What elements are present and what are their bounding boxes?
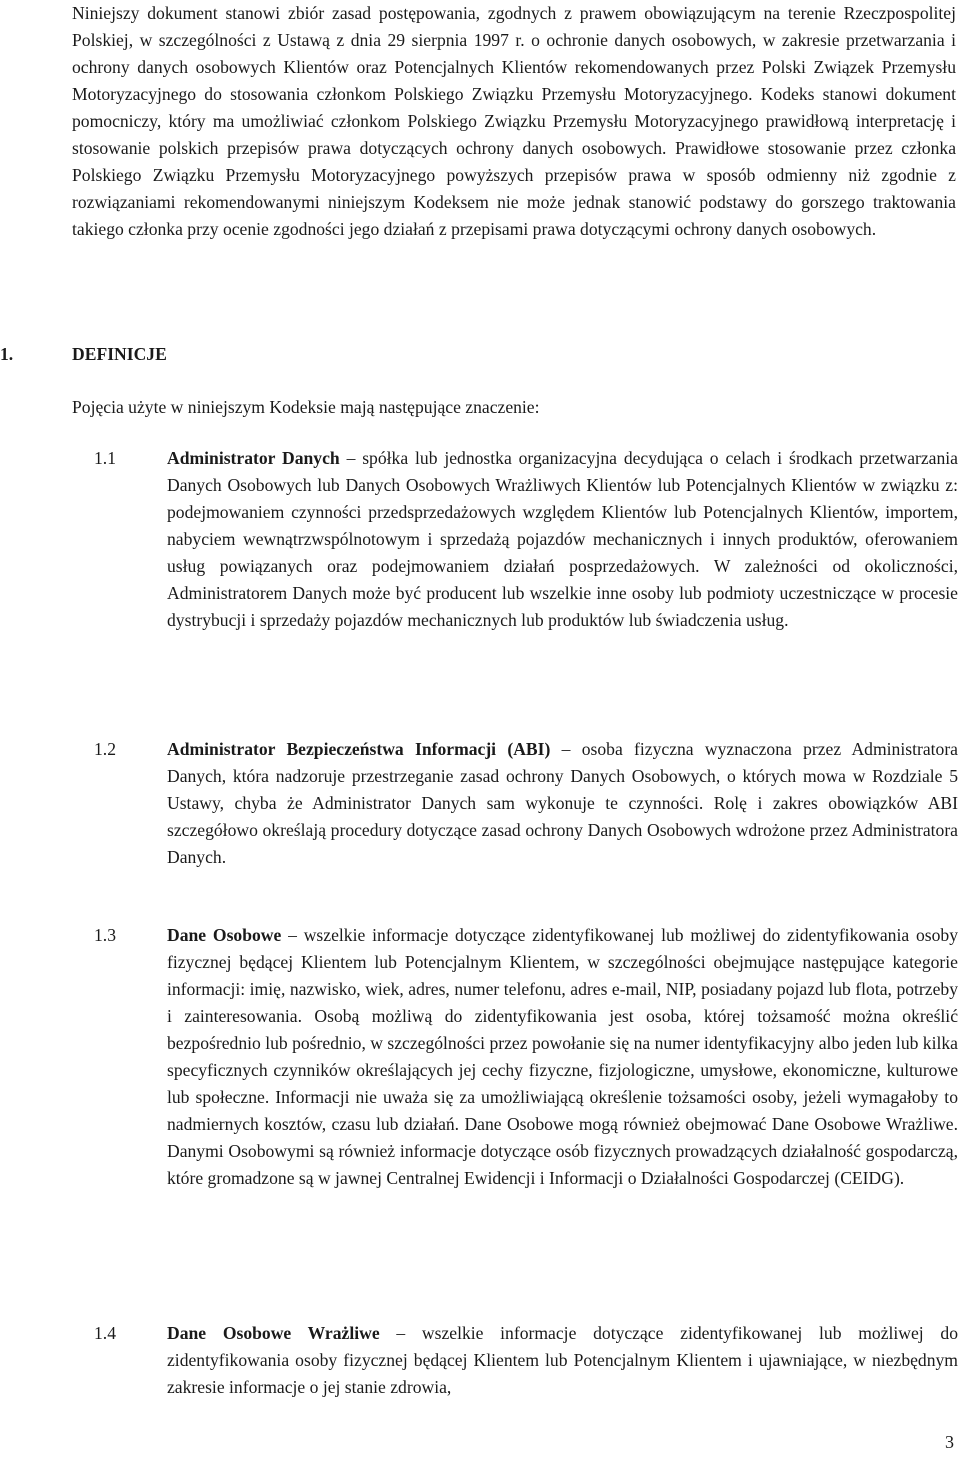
definition-number: 1.1: [94, 448, 116, 468]
definition-text: – spółka lub jednostka organizacyjna decydująca o celach i środkach przetwarzania Danych Osobowych lub Danych Osobowych Wrażliwych Klientów lub Potencjalnych Klientów w związku z: podejmowaniem czynności przedsprzedażowych względem Klientów lub Potencjalnych Klientów, importem, nabyciem wewnątrzwspólnotowym i sprzedażą pojazdów mechanicznych i innych produktów, oferowaniem usług powiązanych oraz podejmowaniem działań posprzedażowych. W zależności od okoliczności, Administratorem Danych może być producent lub wszelkie inne osoby lub podmioty uczestniczące w procesie dystrybucji i sprzedaży pojazdów mechanicznych lub produktów lub świadczenia usług.: [167, 448, 958, 630]
definition-body: [167, 445, 958, 634]
definition-term: Administrator Bezpieczeństwa Informacji (ABI): [167, 739, 551, 759]
definition-body: [167, 922, 958, 1192]
definition-text: – wszelkie informacje dotyczące zidentyfikowanej lub możliwej do zidentyfikowania osoby fizycznej będącej Klientem lub Potencjalnym Klientem i ujawniające, w niezbędnym zakresie informacje o jej stanie zdrowia,: [167, 1323, 959, 1397]
definitions-lead: Pojęcia użyte w niniejszym Kodeksie mają następujące znaczenie:: [72, 397, 540, 417]
definition-term: Dane Osobowe Wrażliwe: [167, 1323, 380, 1343]
definition-text: – osoba fizyczna wyznaczona przez Administratora Danych, która nadzoruje przestrzeganie zasad ochrony Danych Osobowych, o których mowa w Rozdziale 5 Ustawy, chyba że Administrator Danych sam wykonuje te czynności. Rolę i zakres obowiązków ABI szczegółowo określają procedury dotyczące zasad ochrony Danych Osobowych wdrożone przez Administratora Danych.: [167, 739, 958, 867]
section-number: 1.: [0, 344, 14, 364]
definition-number: 1.2: [94, 739, 116, 759]
definition-body: [167, 1320, 958, 1401]
definition-text: – wszelkie informacje dotyczące zidentyfikowanej lub możliwej do zidentyfikowania osoby fizycznej będącej Klientem lub Potencjalnym Klientem, w szczególności obejmujące następujące kategorie informacji: imię, nazwisko, wiek, adres, numer telefonu, adres e-mail, NIP, posiadany pojazd lub flota, potrzeby i zainteresowania. Osobą możliwą do zidentyfikowania jest osoba, której tożsamość można określić bezpośrednio lub pośrednio, w szczególności przez powołanie się na numer identyfikacyjny albo jeden lub kilka specyficznych czynników określających jej cechy fizyczne, fizjologiczne, umysłowe, ekonomiczne, kulturowe lub społeczne. Informacji nie uważa się za umożliwiającą określenie tożsamości osoby, jeżeli wymagałoby to nadmiernych kosztów, czasu lub działań. Dane Osobowe mogą również obejmować Dane Osobowe Wrażliwe. Danymi Osobowymi są również informacje dotyczące osób fizycznych prowadzących działalność gospodarczą, które gromadzone są w jawnej Centralnej Ewidencji i Informacji o Działalności Gospodarczej (CEIDG).: [167, 925, 958, 1188]
definition-term: Administrator Danych: [167, 448, 340, 468]
page-number: 3: [945, 1432, 954, 1452]
definition-number: 1.4: [94, 1323, 116, 1343]
intro-paragraph: Niniejszy dokument stanowi zbiór zasad postępowania, zgodnych z prawem obowiązującym na terenie Rzeczpospolitej Polskiej, w szczególności z Ustawą z dnia 29 sierpnia 1997 r. o ochronie danych osobowych, w zakresie przetwarzania i ochrony danych osobowych Klientów oraz Potencjalnych Klientów rekomendowanych przez Polski Związek Przemysłu Motoryzacyjnego do stosowania członkom Polskiego Związku Przemysłu Motoryzacyjnego. Kodeks stanowi dokument pomocniczy, który ma umożliwiać członkom Polskiego Związku Przemysłu Motoryzacyjnego prawidłową interpretację i stosowanie polskich przepisów prawa dotyczących ochrony danych osobowych. Prawidłowe stosowanie przez członka Polskiego Związku Przemysłu Motoryzacyjnego powyższych przepisów prawa w sposób odmienny niż zgodnie z rozwiązaniami rekomendowanymi niniejszym Kodeksem nie może jednak stanowić podstawy do gorszego traktowania takiego członka przy ocenie zgodności jego działań z przepisami prawa dotyczącymi ochrony danych osobowych.: [72, 3, 956, 239]
definition-body: [167, 736, 958, 871]
section-title: DEFINICJE: [72, 344, 167, 364]
definition-term: Dane Osobowe: [167, 925, 282, 945]
definition-number: 1.3: [94, 925, 116, 945]
